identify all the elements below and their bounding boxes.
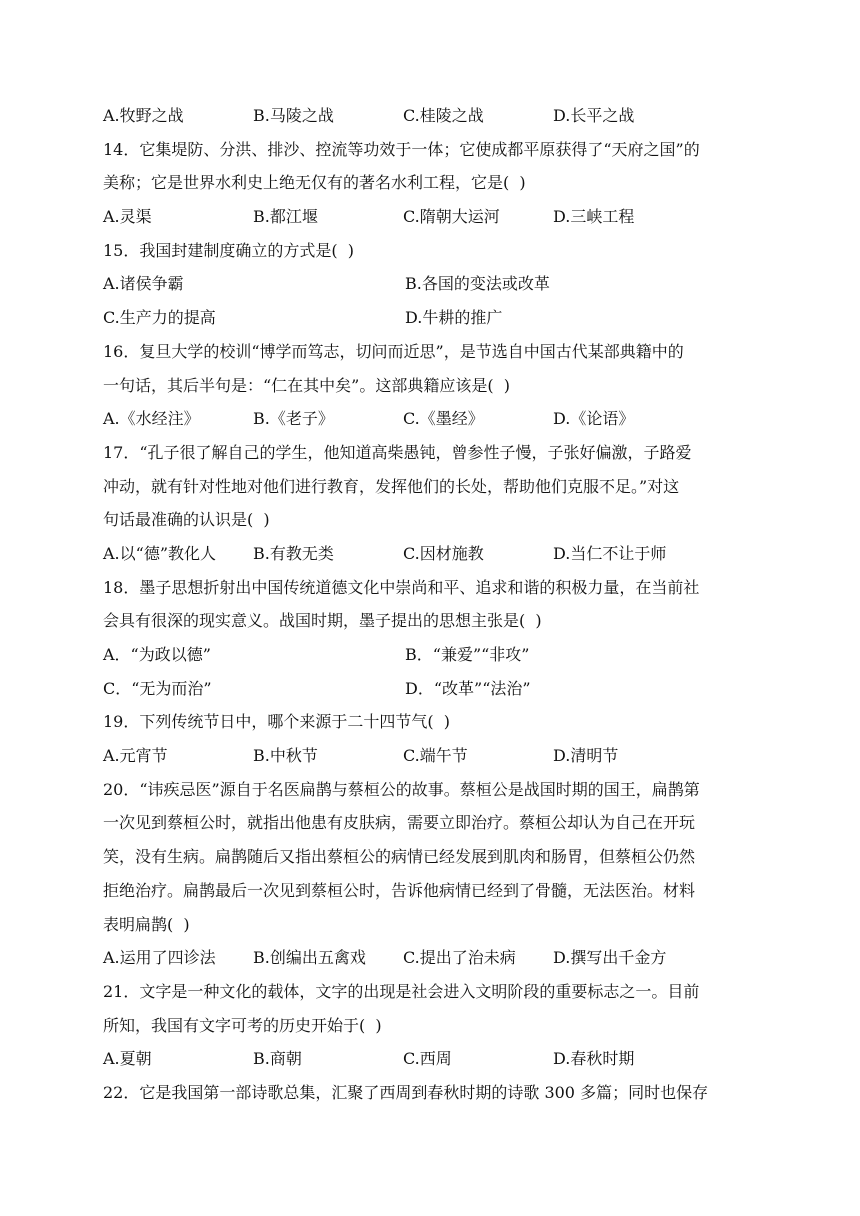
question-list (103, 99, 775, 1110)
answer-option[interactable]: B.有教无类 (253, 543, 334, 563)
answer-option[interactable]: B.马陵之战 (253, 106, 334, 125)
answer-option[interactable]: A.诸侯争霸 (103, 274, 184, 294)
answer-option[interactable]: A.《水经注》 (103, 409, 200, 429)
answer-options-row (103, 537, 775, 571)
question-text-line: 会具有很深的现实意义。战国时期，墨子提出的思想主张是( ) (103, 611, 542, 631)
question-text-line: 一次见到蔡桓公时，就指出他患有皮肤病，需要立即治疗。蔡桓公却认为自己在开玩 (103, 813, 696, 833)
answer-options-row (103, 638, 775, 672)
answer-option[interactable]: D.长平之战 (553, 106, 635, 125)
answer-option[interactable]: D.撰写出千金方 (553, 948, 667, 968)
answer-options-row (103, 301, 775, 335)
question-text-line: 15．我国封建制度确立的方式是( ) (103, 240, 355, 260)
answer-option[interactable]: D.清明节 (553, 746, 619, 766)
answer-option[interactable]: C.生产力的提高 (103, 308, 216, 328)
answer-option[interactable]: D．“改革”“法治” (405, 678, 531, 698)
answer-option[interactable]: C.因材施教 (403, 543, 484, 563)
question-text-line: 19．下列传统节日中，哪个来源于二十四节气( ) (103, 712, 451, 732)
answer-option[interactable]: C.提出了治未病 (403, 948, 516, 968)
question-stem (103, 436, 775, 537)
question-stem (103, 571, 775, 638)
question-stem (103, 133, 775, 200)
answer-option[interactable]: C.西周 (403, 1049, 452, 1069)
answer-option[interactable]: A.运用了四诊法 (103, 948, 216, 968)
answer-option[interactable]: B.《老子》 (253, 409, 334, 429)
answer-option[interactable]: A.夏朝 (103, 1049, 152, 1069)
answer-options-row (103, 267, 775, 301)
question-text-line: 拒绝治疗。扁鹊最后一次见到蔡桓公时，告诉他病情已经到了骨髓，无法医治。材料 (103, 880, 696, 900)
question-text-line: 冲动，就有针对性地对他们进行教育，发挥他们的长处，帮助他们克服不足。”对这 (103, 476, 680, 496)
answer-option[interactable]: C．“无为而治” (103, 678, 212, 698)
answer-options-row (103, 739, 775, 773)
question-text-line: 22．它是我国第一部诗歌总集，汇聚了西周到春秋时期的诗歌 300 多篇；同时也保存 (103, 1082, 709, 1102)
answer-option[interactable]: A．“为政以德” (103, 645, 211, 664)
answer-option[interactable]: B.创编出五禽戏 (253, 948, 366, 968)
answer-options-row (103, 200, 775, 234)
answer-options-row (103, 1042, 775, 1076)
question-stem (103, 705, 775, 739)
question-text-line: 表明扁鹊( ) (103, 914, 190, 934)
question-text-line: 17．“孔子很了解自己的学生，他知道高柴愚钝，曾参性子慢，子张好偏激，子路爱 (103, 442, 692, 462)
question-text-line: 一句话，其后半句是：“仁在其中矣”。这部典籍应该是( ) (103, 375, 511, 395)
answer-option[interactable]: C.《墨经》 (403, 409, 484, 429)
answer-options-row (103, 941, 775, 975)
answer-option[interactable]: B.商朝 (253, 1049, 302, 1069)
question-text-line: 20．“讳疾忌医”源自于名医扁鹊与蔡桓公的故事。蔡桓公是战国时期的国王，扁鹊第 (103, 779, 700, 799)
answer-option[interactable]: A.元宵节 (103, 746, 168, 766)
answer-option[interactable]: B．“兼爱”“非攻” (405, 645, 530, 664)
answer-option[interactable]: B.都江堰 (253, 207, 318, 227)
question-text-line: 所知，我国有文字可考的历史开始于( ) (103, 1015, 382, 1035)
answer-option[interactable]: A.牧野之战 (103, 106, 184, 125)
question-text-line: 句话最准确的认识是( ) (103, 510, 270, 530)
question-stem (103, 234, 775, 268)
question-text-line: 16．复旦大学的校训“博学而笃志，切问而近思”，是节选自中国古代某部典籍中的 (103, 341, 684, 361)
answer-option[interactable]: D.当仁不让于师 (553, 543, 667, 563)
answer-option[interactable]: A.以“德”教化人 (103, 543, 217, 563)
answer-option[interactable]: C.隋朝大运河 (403, 207, 500, 227)
answer-option[interactable]: B.中秋节 (253, 746, 318, 766)
answer-option[interactable]: D.牛耕的推广 (405, 308, 503, 328)
answer-option[interactable]: D.春秋时期 (553, 1049, 635, 1069)
question-stem (103, 335, 775, 402)
answer-options-row (103, 402, 775, 436)
question-stem (103, 975, 775, 1042)
answer-option[interactable]: C.桂陵之战 (403, 106, 484, 125)
question-stem (103, 773, 775, 941)
answer-options-row (103, 99, 775, 133)
question-stem (103, 1076, 775, 1110)
answer-option[interactable]: D.《论语》 (553, 409, 635, 429)
question-text-line: 14．它集堤防、分洪、排沙、控流等功效于一体；它使成都平原获得了“天府之国”的 (103, 139, 700, 159)
answer-option[interactable]: A.灵渠 (103, 207, 152, 227)
answer-options-row (103, 672, 775, 706)
question-text-line: 18．墨子思想折射出中国传统道德文化中崇尚和平、追求和谐的积极力量，在当前社 (103, 577, 700, 597)
question-text-line: 美称；它是世界水利史上绝无仅有的著名水利工程，它是( ) (103, 173, 526, 193)
question-text-line: 笑，没有生病。扁鹊随后又指出蔡桓公的病情已经发展到肌肉和肠胃，但蔡桓公仍然 (103, 847, 696, 867)
answer-option[interactable]: D.三峡工程 (553, 207, 635, 227)
question-text-line: 21．文字是一种文化的载体，文字的出现是社会进入文明阶段的重要标志之一。目前 (103, 981, 700, 1001)
answer-option[interactable]: C.端午节 (403, 746, 468, 766)
answer-option[interactable]: B.各国的变法或改革 (405, 274, 550, 294)
